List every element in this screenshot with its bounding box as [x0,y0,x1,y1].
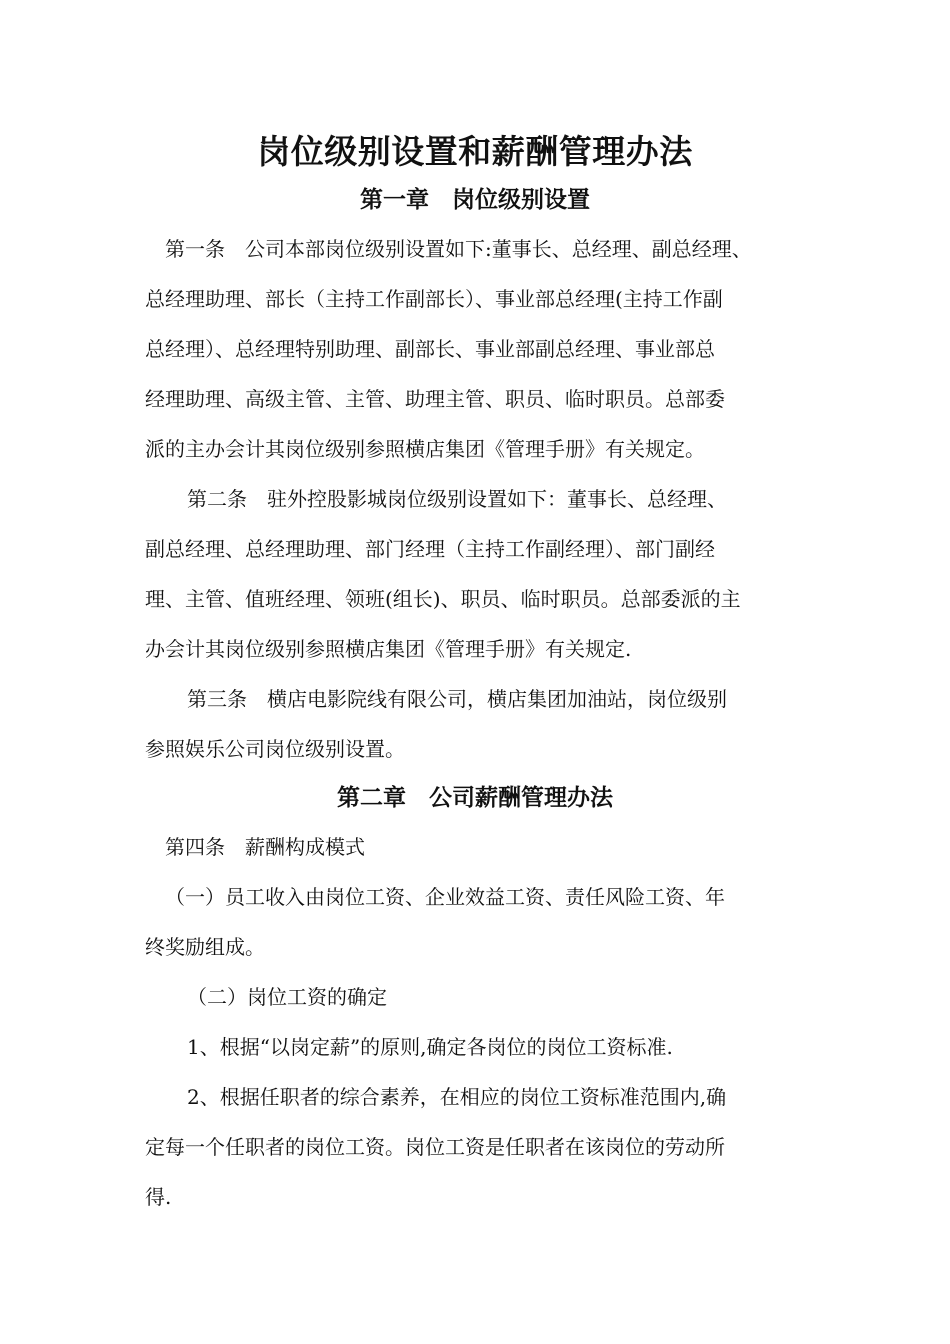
article-1-line: 第一条 公司本部岗位级别设置如下:董事长、总经理、副总经理、 [165,237,752,261]
article-1-line: 总经理助理、部长（主持工作副部长）、事业部总经理(主持工作副 [145,287,723,311]
point-2-line: 得. [145,1185,172,1209]
point-2-line: 2、根据任职者的综合素养，在相应的岗位工资标准范围内,确 [187,1085,727,1109]
article-1-line: 派的主办会计其岗位级别参照横店集团《管理手册》有关规定。 [145,437,705,461]
item-1-line: （一）员工收入由岗位工资、企业效益工资、责任风险工资、年 [165,885,725,909]
article-2-line: 第二条 驻外控股影城岗位级别设置如下：董事长、总经理、 [187,487,727,511]
point-2-line: 定每一个任职者的岗位工资。岗位工资是任职者在该岗位的劳动所 [145,1135,725,1159]
article-2-line: 副总经理、总经理助理、部门经理（主持工作副经理）、部门副经 [145,537,715,561]
article-2-line: 理、主管、值班经理、领班(组长)、职员、临时职员。总部委派的主 [145,587,741,611]
article-2-line: 办会计其岗位级别参照横店集团《管理手册》有关规定. [145,637,632,661]
point-1: 1、根据“以岗定薪”的原则,确定各岗位的岗位工资标准. [187,1035,673,1059]
article-1-line: 总经理）、总经理特别助理、副部长、事业部副总经理、事业部总 [145,337,715,361]
article-4-heading: 第四条 薪酬构成模式 [165,835,365,859]
document-title: 岗位级别设置和薪酬管理办法 [257,132,693,171]
chapter-2-heading: 第二章 公司薪酬管理办法 [337,785,613,811]
item-1-line: 终奖励组成。 [145,935,265,959]
article-3-line: 参照娱乐公司岗位级别设置。 [145,737,405,761]
article-1-line: 经理助理、高级主管、主管、助理主管、职员、临时职员。总部委 [145,387,725,411]
item-2-heading: （二）岗位工资的确定 [187,985,387,1009]
article-3-line: 第三条 横店电影院线有限公司，横店集团加油站，岗位级别 [187,687,727,711]
chapter-1-heading: 第一章 岗位级别设置 [360,187,590,213]
